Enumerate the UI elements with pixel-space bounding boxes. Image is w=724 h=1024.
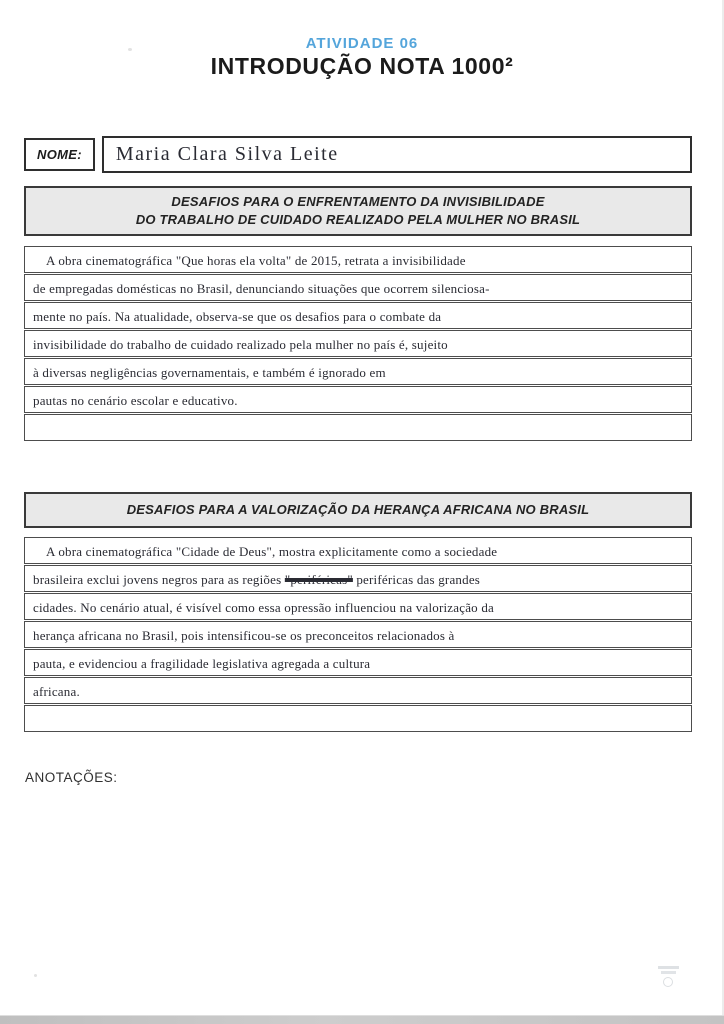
handwritten-text: de empregadas domésticas no Brasil, denunciando situações que ocorrem silenciosa- xyxy=(33,281,490,296)
document-header xyxy=(0,35,724,80)
ruled-line-row xyxy=(24,593,692,620)
activity-label: ATIVIDADE 06 xyxy=(305,35,419,52)
handwritten-text: à diversas negligências governamentais, e também é ignorado em xyxy=(33,365,386,380)
ruled-line-row xyxy=(24,649,692,676)
scan-speck xyxy=(128,48,132,51)
handwritten-text: invisibilidade do trabalho de cuidado realizado pela mulher no país é, sujeito xyxy=(33,337,448,352)
section2-heading-line1: DESAFIOS PARA A VALORIZAÇÃO DA HERANÇA AFRICANA NO BRASIL xyxy=(126,502,590,517)
handwritten-text: A obra cinematográfica "Cidade de Deus", mostra explicitamente como a sociedade xyxy=(46,544,498,559)
section2-answer-lines xyxy=(24,537,692,733)
ruled-line-row xyxy=(24,358,692,385)
name-field-row xyxy=(24,136,692,173)
ruled-line-row-empty xyxy=(24,705,692,732)
scan-edge-bottom xyxy=(0,1015,724,1024)
page-title: INTRODUÇÃO NOTA 1000² xyxy=(210,53,514,79)
handwritten-segment: brasileira exclui jovens negros para as regiões xyxy=(33,572,285,587)
name-input-box xyxy=(102,136,692,173)
ruled-line-row xyxy=(24,330,692,357)
handwritten-strikethrough-word: "periféricas" xyxy=(284,572,353,587)
watermark-mark xyxy=(658,966,679,969)
handwritten-text xyxy=(33,572,480,587)
section2-heading-box xyxy=(24,492,692,528)
faint-watermark xyxy=(652,966,688,1002)
watermark-mark xyxy=(663,977,673,987)
section1-answer-lines xyxy=(24,246,692,442)
ruled-line-row xyxy=(24,677,692,704)
ruled-line-row-empty xyxy=(24,414,692,441)
handwritten-text: pautas no cenário escolar e educativo. xyxy=(33,393,238,408)
handwritten-text: africana. xyxy=(33,684,80,699)
handwritten-text: herança africana no Brasil, pois intensificou-se os preconceitos relacionados à xyxy=(33,628,455,643)
name-label-box xyxy=(24,138,95,171)
scan-speck xyxy=(34,974,37,977)
name-label: NOME: xyxy=(37,147,82,162)
handwritten-text: pauta, e evidenciou a fragilidade legislativa agregada a cultura xyxy=(33,656,371,671)
watermark-mark xyxy=(661,971,676,974)
handwritten-text: cidades. No cenário atual, é visível como essa opressão influenciou na valorização da xyxy=(33,600,494,615)
handwritten-text: A obra cinematográfica "Que horas ela volta" de 2015, retrata a invisibilidade xyxy=(46,253,466,268)
ruled-line-row xyxy=(24,274,692,301)
handwritten-segment: periféricas das grandes xyxy=(352,572,481,587)
ruled-line-row xyxy=(24,621,692,648)
ruled-line-row xyxy=(24,302,692,329)
section1-heading-line2: DO TRABALHO DE CUIDADO REALIZADO PELA MULHER NO BRASIL xyxy=(135,212,581,227)
handwritten-text: mente no país. Na atualidade, observa-se que os desafios para o combate da xyxy=(33,309,442,324)
name-handwritten-value: Maria Clara Silva Leite xyxy=(115,143,339,165)
ruled-line-row xyxy=(24,537,692,564)
section1-heading-box xyxy=(24,186,692,236)
ruled-line-row xyxy=(24,565,692,592)
ruled-line-row xyxy=(24,386,692,413)
section1-heading-line1: DESAFIOS PARA O ENFRENTAMENTO DA INVISIBILIDADE xyxy=(171,194,545,209)
annotations-label: ANOTAÇÕES: xyxy=(25,770,118,785)
ruled-line-row xyxy=(24,246,692,273)
